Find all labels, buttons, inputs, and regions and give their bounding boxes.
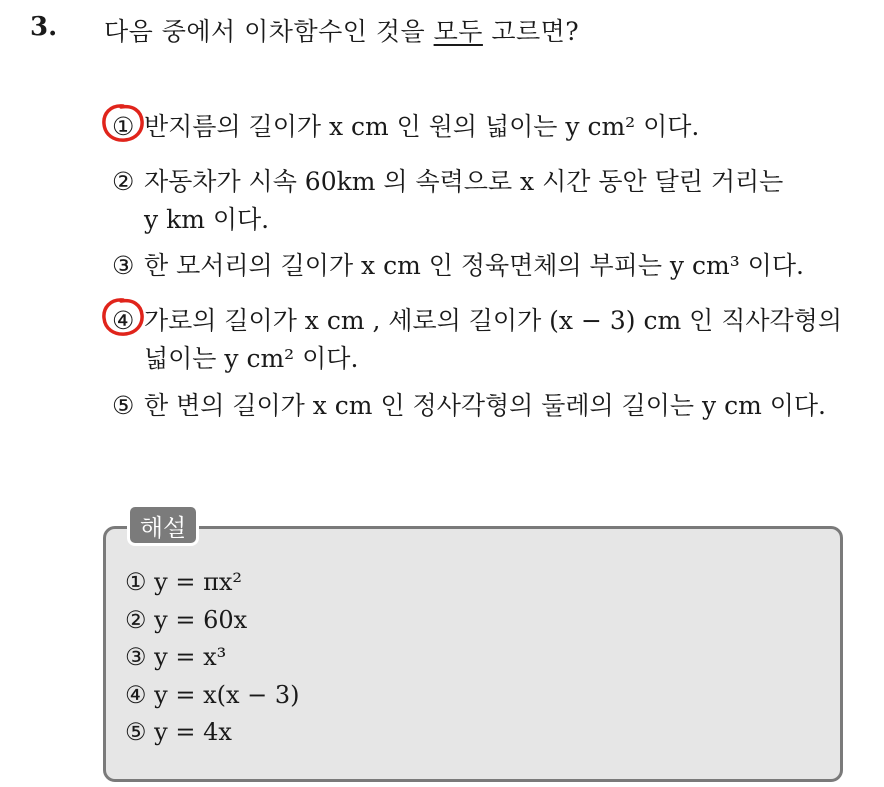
option-2-text-cont: y km 이다. (144, 205, 270, 234)
question-text-after: 고르면? (482, 17, 580, 46)
question-text-underlined: 모두 (433, 17, 483, 46)
selected-circle-icon (100, 296, 146, 338)
option-1-text: 반지름의 길이가 x cm 인 원의 넓이는 y cm² 이다. (144, 112, 700, 141)
question-text (104, 12, 579, 48)
selected-circle-icon (100, 102, 146, 144)
solution-line-2: ② y = 60x (125, 605, 248, 634)
option-4-text-cont: 넓이는 y cm² 이다. (144, 344, 359, 373)
option-2-text: 자동차가 시속 60km 의 속력으로 x 시간 동안 달린 거리는 (144, 167, 784, 196)
option-5-number: ⑤ (112, 391, 135, 420)
solution-line-1: ① y = πx² (125, 568, 242, 596)
question-text-before: 다음 중에서 이차함수인 것을 (104, 17, 434, 46)
option-5[interactable] (112, 387, 826, 425)
option-2[interactable] (112, 163, 783, 239)
option-5-text: 한 변의 길이가 x cm 인 정사각형의 둘레의 길이는 y cm 이다. (144, 391, 827, 420)
option-4[interactable] (112, 302, 842, 378)
option-2-number: ② (112, 167, 135, 196)
solution-line-3: ③ y = x³ (125, 643, 227, 671)
solution-lines (125, 564, 300, 752)
option-4-text: 가로의 길이가 x cm , 세로의 길이가 (x − 3) cm 인 직사각형의 (144, 306, 842, 335)
solution-line-5: ⑤ y = 4x (125, 718, 232, 746)
option-3[interactable] (112, 247, 804, 285)
option-3-text: 한 모서리의 길이가 x cm 인 정육면체의 부피는 y cm³ 이다. (144, 251, 804, 280)
option-3-number: ③ (112, 251, 135, 280)
option-1-number: ① (112, 108, 144, 146)
solution-label: 해설 (127, 504, 199, 546)
solution-line-4: ④ y = x(x − 3) (125, 680, 300, 709)
question-number: 3. (30, 12, 58, 42)
option-4-number: ④ (112, 302, 144, 340)
option-1[interactable] (112, 108, 699, 146)
